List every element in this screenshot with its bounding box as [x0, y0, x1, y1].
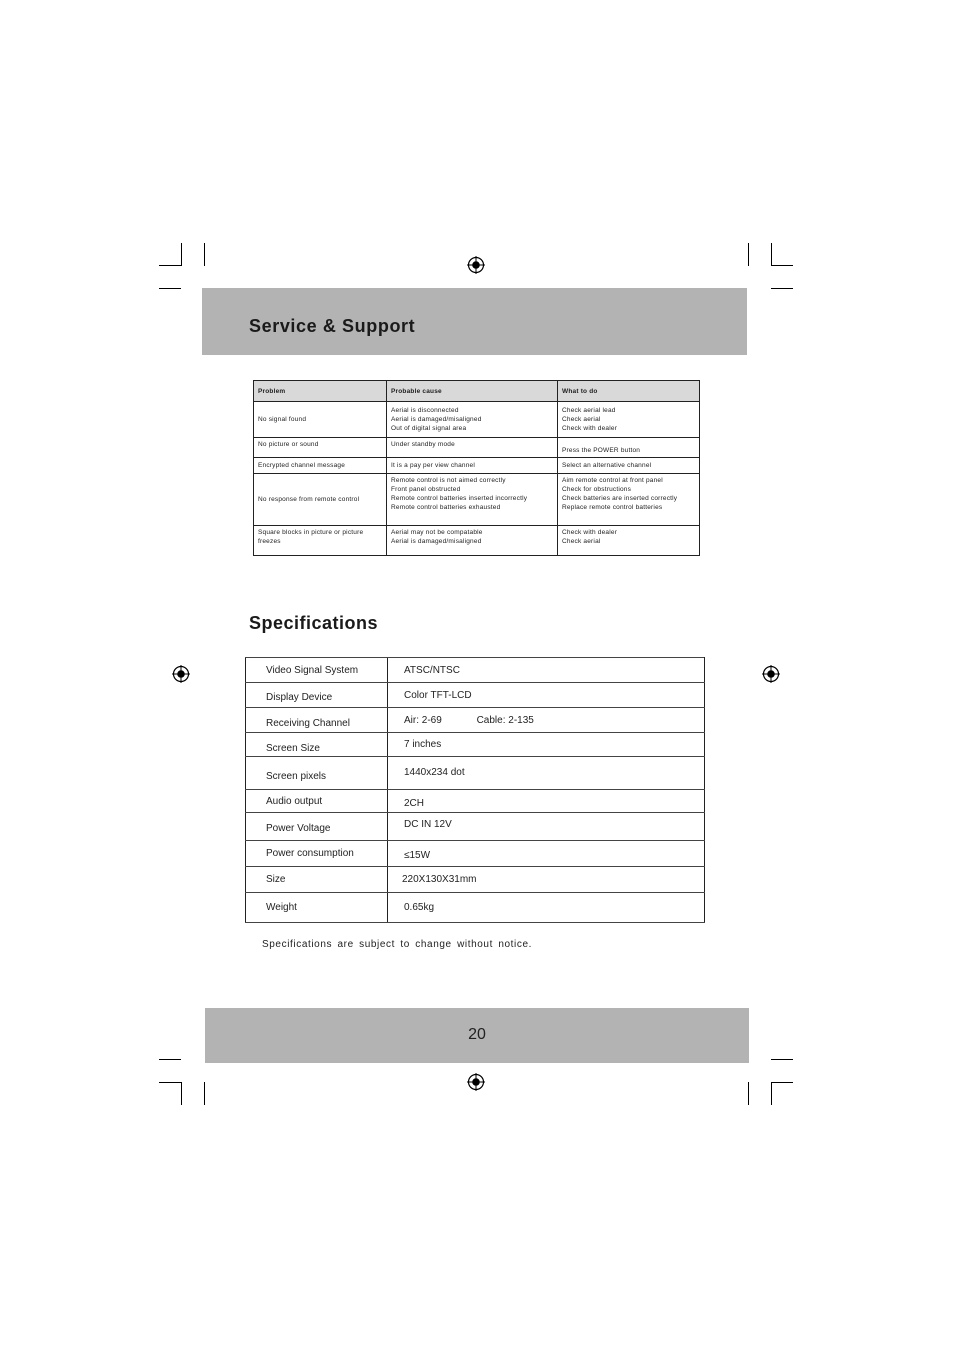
action-cell — [558, 458, 700, 474]
spec-row — [246, 867, 705, 893]
page-number: 20 — [468, 1026, 486, 1043]
cause-cell — [387, 474, 558, 526]
cell-line: Under standby mode — [391, 441, 455, 448]
spec-value: ATSC/NTSC — [388, 658, 705, 683]
cell-line: Check aerial — [562, 538, 601, 545]
cell-line: No picture or sound — [258, 441, 319, 448]
spec-value: 1440x234 dot — [388, 757, 705, 790]
table-header-row — [254, 381, 700, 402]
cell-line: Aerial may not be compatable — [391, 529, 483, 536]
section-header-band — [202, 288, 747, 355]
registration-mark-icon — [467, 256, 485, 274]
spec-label: Screen Size — [246, 733, 388, 757]
spec-row — [246, 841, 705, 867]
cell-line: Encrypted channel message — [258, 462, 346, 469]
cell-line: Out of digital signal area — [391, 425, 467, 432]
spec-value: DC IN 12V — [388, 813, 705, 841]
crop-mark — [181, 243, 182, 266]
spec-row — [246, 893, 705, 923]
table-row — [254, 458, 700, 474]
registration-mark-icon — [762, 665, 780, 683]
spec-row — [246, 683, 705, 708]
spec-label: Audio output — [246, 790, 388, 813]
column-header-what-to-do: What to do — [558, 381, 700, 402]
cell-line: Aerial is damaged/misaligned — [391, 416, 482, 423]
table-row — [254, 438, 700, 458]
spec-label: Display Device — [246, 683, 388, 708]
spec-value: ≤15W — [388, 841, 705, 867]
cause-cell — [387, 458, 558, 474]
table-row — [254, 526, 700, 556]
crop-mark — [159, 288, 181, 289]
action-cell — [558, 526, 700, 556]
cell-line: Check for obstructions — [562, 486, 632, 493]
specifications-note: Specifications are subject to change without notice. — [262, 939, 533, 950]
spec-label: Weight — [246, 893, 388, 923]
crop-mark — [748, 243, 749, 266]
cell-line: Check batteries are inserted correctly — [562, 495, 678, 502]
footer-band — [205, 1008, 749, 1063]
cause-cell — [387, 438, 558, 458]
problem-cell — [254, 526, 387, 556]
cell-line: Check with dealer — [562, 425, 618, 432]
cell-line: No signal found — [258, 416, 307, 423]
crop-mark — [771, 1059, 793, 1060]
spec-value: 220X130X31mm — [388, 867, 705, 893]
crop-mark — [204, 243, 205, 266]
cell-line: Check aerial — [562, 416, 601, 423]
cell-line: Square blocks in picture or picture — [258, 529, 364, 536]
problem-cell — [254, 402, 387, 438]
table-row — [254, 402, 700, 438]
action-cell — [558, 402, 700, 438]
spec-row — [246, 813, 705, 841]
table-row — [254, 474, 700, 526]
specifications-table — [245, 657, 705, 923]
cell-line: No response from remote control — [258, 496, 360, 503]
spec-row — [246, 790, 705, 813]
troubleshooting-table — [253, 380, 700, 556]
spec-row — [246, 658, 705, 683]
crop-mark — [159, 265, 181, 266]
cell-line: Remote control batteries exhausted — [391, 504, 501, 511]
crop-mark — [181, 1082, 182, 1105]
action-cell — [558, 438, 700, 458]
registration-mark-icon — [467, 1073, 485, 1091]
crop-mark — [204, 1082, 205, 1105]
cell-line: Aerial is disconnected — [391, 407, 459, 414]
specifications-title: Specifications — [249, 613, 379, 633]
spec-value-air: Air: 2-69 — [404, 714, 442, 726]
spec-label: Receiving Channel — [246, 708, 388, 733]
column-header-probable-cause: Probable cause — [387, 381, 558, 402]
cause-cell — [387, 526, 558, 556]
problem-cell — [254, 474, 387, 526]
crop-mark — [771, 243, 772, 266]
spec-row — [246, 708, 705, 733]
cell-line: freezes — [258, 538, 281, 545]
spec-row — [246, 733, 705, 757]
crop-mark — [771, 1082, 793, 1083]
cell-line: Aim remote control at front panel — [562, 477, 663, 484]
crop-mark — [159, 1059, 181, 1060]
cell-line: Check aerial lead — [562, 407, 616, 414]
cause-cell — [387, 402, 558, 438]
cell-line: Front panel obstructed — [391, 486, 461, 493]
crop-mark — [771, 1082, 772, 1105]
cell-line: Check with dealer — [562, 529, 618, 536]
spec-value: 7 inches — [388, 733, 705, 757]
cell-line: Select an alternative channel — [562, 462, 652, 469]
cell-line: Remote control is not aimed correctly — [391, 477, 506, 484]
page-title: Service & Support — [249, 316, 416, 336]
spec-value-cable: Cable: 2-135 — [476, 714, 534, 726]
cell-line: Aerial is damaged/misaligned — [391, 538, 482, 545]
problem-cell — [254, 438, 387, 458]
registration-mark-icon — [172, 665, 190, 683]
spec-value — [388, 708, 705, 733]
crop-mark — [771, 288, 793, 289]
action-cell — [558, 474, 700, 526]
spec-row — [246, 757, 705, 790]
cell-line: Remote control batteries inserted incorrectly — [391, 495, 528, 502]
crop-mark — [748, 1082, 749, 1105]
spec-value: 0.65kg — [388, 893, 705, 923]
spec-label: Power Voltage — [246, 813, 388, 841]
cell-line: It is a pay per view channel — [391, 462, 476, 469]
spec-label: Power consumption — [246, 841, 388, 867]
crop-mark — [159, 1082, 181, 1083]
crop-mark — [771, 265, 793, 266]
spec-label: Size — [246, 867, 388, 893]
problem-cell — [254, 458, 387, 474]
column-header-problem: Problem — [254, 381, 387, 402]
spec-value: 2CH — [388, 790, 705, 813]
spec-label: Screen pixels — [246, 757, 388, 790]
cell-line: Replace remote control batteries — [562, 504, 663, 511]
spec-label: Video Signal System — [246, 658, 388, 683]
spec-value: Color TFT-LCD — [388, 683, 705, 708]
cell-line: Press the POWER button — [562, 447, 641, 454]
